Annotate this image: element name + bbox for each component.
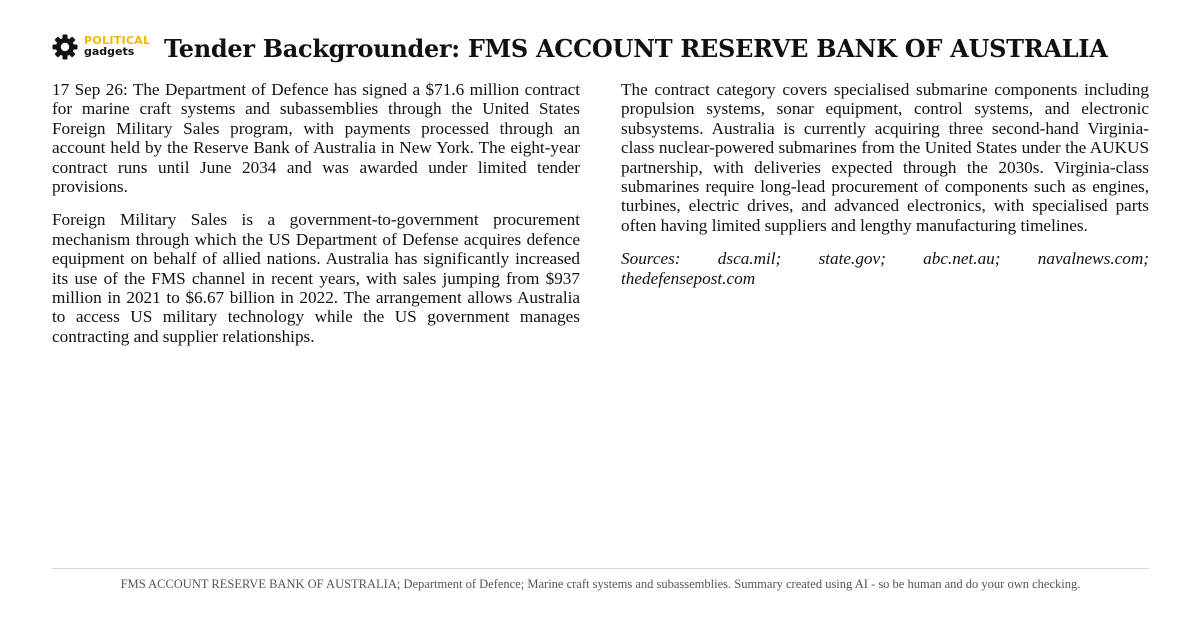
- page-title: Tender Backgrounder: FMS ACCOUNT RESERVE BANK OF AUSTRALIA: [164, 34, 1108, 63]
- sources-list: Sources: dsca.mil; state.gov; abc.net.au; navalnews.com; thedefensepost.com: [621, 249, 1149, 288]
- article-paragraph: Foreign Military Sales is a government-to-government procurement mechanism through which the US Department of Defense acquires defence equipment on behalf of allied nations. Australia has significantly increased its use of the FMS channel in recent years, with sales jumping from $937 million in 2021 to $6.67 billion in 2022. The arrangement allows Australia to access US military technology while the US government manages contracting and supplier relationships.: [52, 210, 580, 346]
- political-gadgets-logo[interactable]: [52, 34, 162, 62]
- gear-icon: [52, 34, 78, 60]
- footer-divider: [52, 568, 1149, 569]
- article-paragraph: The contract category covers specialised submarine components including propulsion systems, sonar equipment, control systems, and electronic subsystems. Australia is currently acquiring three second-hand Virginia-class nuclear-powered submarines from the United States under the AUKUS partnership, with deliveries expected through the 2030s. Virginia-class submarines require long-lead procurement of components such as engines, turbines, electric drives, and advanced electronics, with specialised parts often having limited suppliers and lengthy manufacturing timelines.: [621, 80, 1149, 235]
- header: [52, 30, 1152, 70]
- logo-text-political: POLITICAL: [84, 34, 151, 47]
- article-paragraph: 17 Sep 26: The Department of Defence has signed a $71.6 million contract for marine craft systems and subassemblies through the United States Foreign Military Sales program, with payments processed through an account held by the Reserve Bank of Australia in New York. The eight-year contract runs until June 2034 and was awarded under limited tender provisions.: [52, 80, 580, 197]
- left-column: [52, 80, 580, 360]
- footer-disclaimer: FMS ACCOUNT RESERVE BANK OF AUSTRALIA; Department of Defence; Marine craft systems and subassemblies. Summary created using AI - so be human and do your own checking.: [120, 577, 1081, 591]
- logo-text-gadgets: gadgets: [84, 45, 135, 58]
- right-column: [621, 80, 1149, 302]
